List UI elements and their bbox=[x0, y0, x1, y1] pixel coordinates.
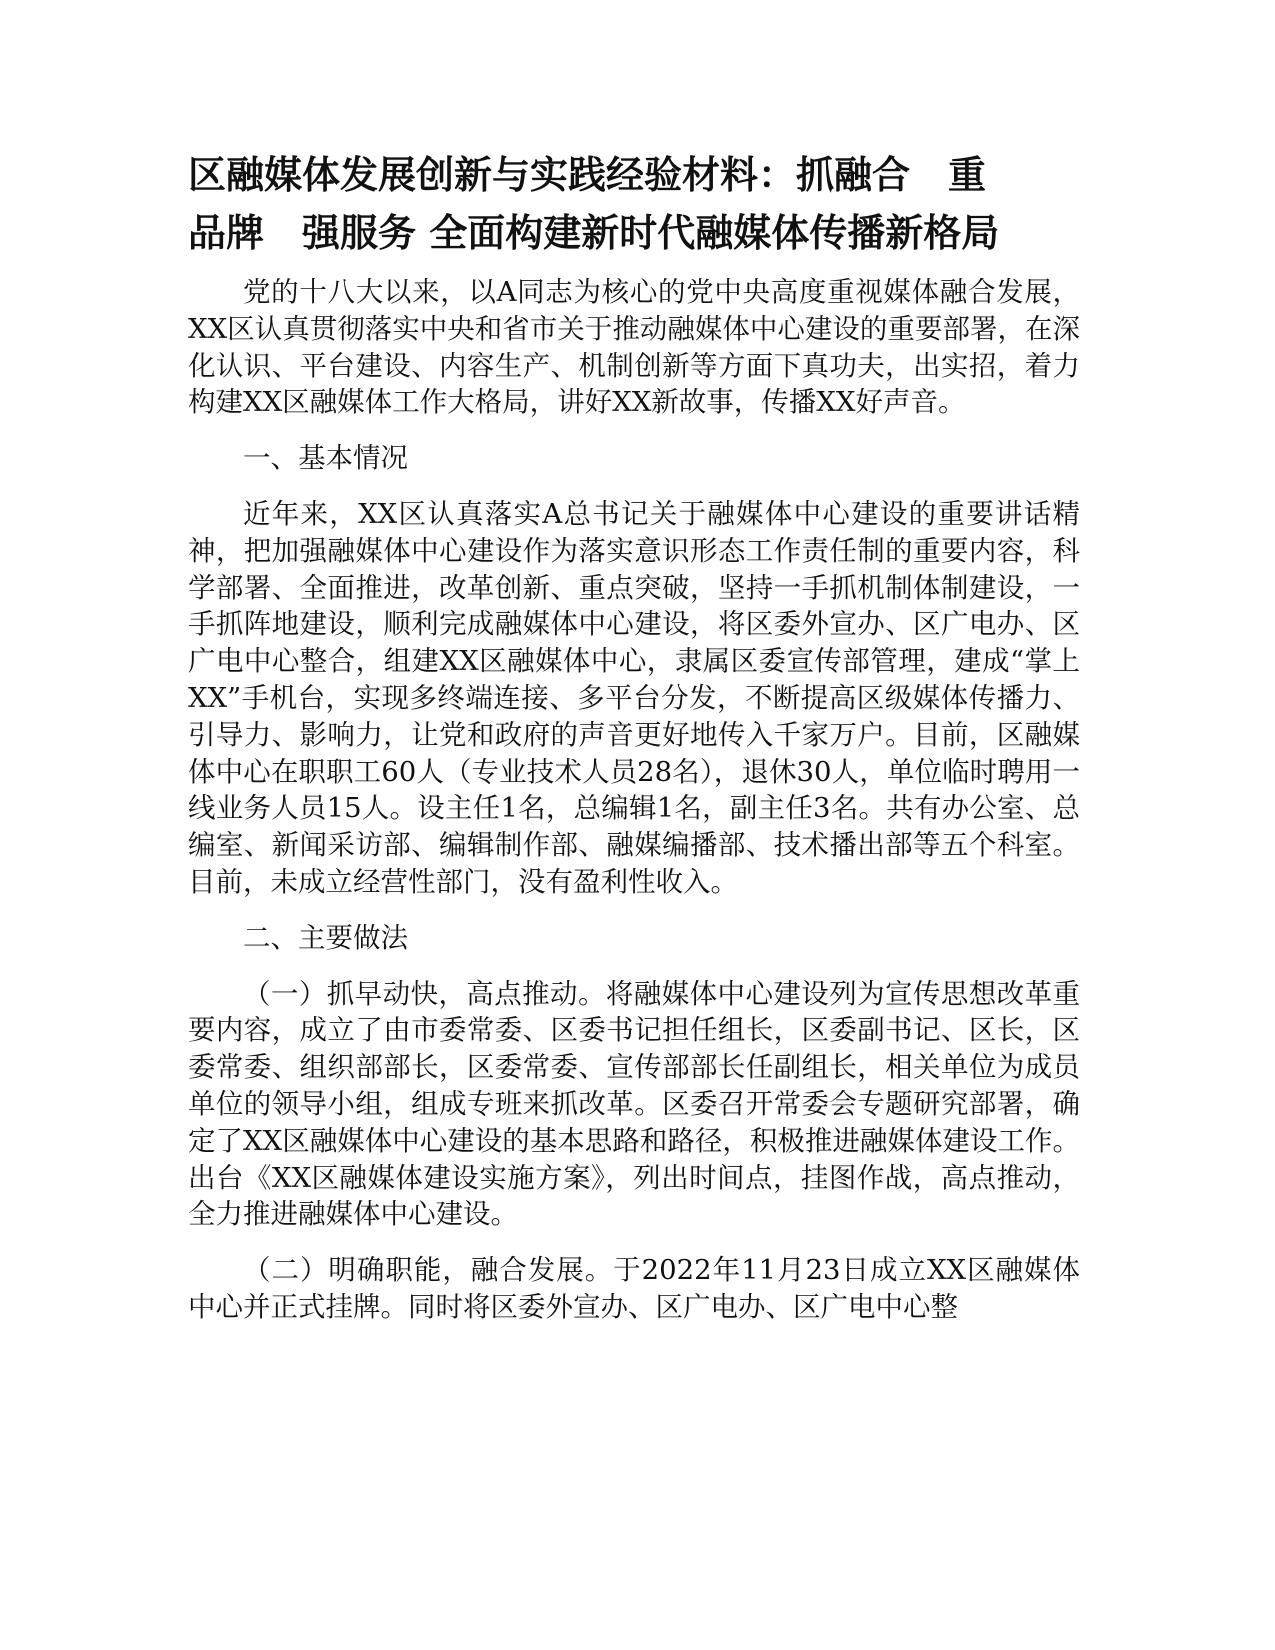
section-heading-main-practices: 二、主要做法 bbox=[243, 921, 408, 954]
document-title bbox=[188, 146, 1080, 262]
title-line: 品牌 强服务 全面构建新时代融媒体传播新格局 bbox=[188, 211, 1000, 255]
section-heading-basic-situation: 一、基本情况 bbox=[243, 442, 408, 475]
practice-paragraph-1: （一）抓早动快，高点推动。将融媒体中心建设列为宣传思想改革重要内容，成立了由市委常委、区委书记担任组长，区委副书记、区长，区委常委、组织部部长，区委常委、宣传部部长任副组长，相关单位为成员单位的领导小组，组成专班来抓改革。区委召开常委会专题研究部署，确定了XX区融媒体中心建设的基本思路和路径，积极推进融媒体建设工作。出台《XX区融媒体建设实施方案》，列出时间点，挂图作战，高点推动，全力推进融媒体中心建设。 bbox=[188, 977, 1080, 1231]
title-line: 区融媒体发展创新与实践经验材料：抓融合 重 bbox=[188, 153, 987, 197]
document-body bbox=[188, 274, 1080, 1326]
basic-situation-paragraph: 近年来，XX区认真落实A总书记关于融媒体中心建设的重要讲话精神，把加强融媒体中心建设作为落实意识形态工作责任制的重要内容，科学部署、全面推进，改革创新、重点突破，坚持一手抓机制体制建设，一手抓阵地建设，顺利完成融媒体中心建设，将区委外宣办、区广电办、区广电中心整合，组建XX区融媒体中心，隶属区委宣传部管理，建成“掌上XX”手机台，实现多终端连接、多平台分发，不断提高区级媒体传播力、引导力、影响力，让党和政府的声音更好地传入千家万户。目前，区融媒体中心在职职工60人（专业技术人员28名），退休30人，单位临时聘用一线业务人员15人。设主任1名，总编辑1名，副主任3名。共有办公室、总编室、新闻采访部、编辑制作部、融媒编播部、技术播出部等五个科室。目前，未成立经营性部门，没有盈利性收入。 bbox=[188, 497, 1080, 898]
intro-paragraph: 党的十八大以来，以A同志为核心的党中央高度重视媒体融合发展，XX区认真贯彻落实中央和省市关于推动融媒体中心建设的重要部署，在深化认识、平台建设、内容生产、机制创新等方面下真功夫，出实招，着力构建XX区融媒体工作大格局，讲好XX新故事，传播XX好声音。 bbox=[188, 276, 1080, 419]
document-content bbox=[188, 146, 1080, 1326]
practice-paragraph-2: （二）明确职能，融合发展。于2022年11月23日成立XX区融媒体中心并正式挂牌。同时将区委外宣办、区广电办、区广电中心整 bbox=[188, 1254, 1080, 1323]
